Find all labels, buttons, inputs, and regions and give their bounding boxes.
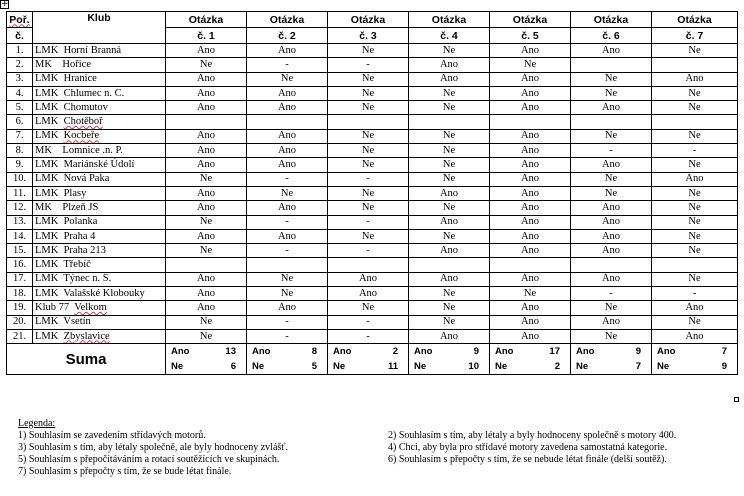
table-row [7, 86, 738, 100]
row-number: 11. [7, 186, 33, 200]
header-question-7-bottom: č. 7 [652, 28, 738, 44]
suma-ano-label: Ano [576, 346, 595, 358]
answer-q4: Ne [409, 86, 490, 100]
answer-q1: Ne [166, 244, 247, 258]
answer-q5: Ano [490, 315, 571, 329]
answer-q6: Ano [571, 215, 652, 229]
answer-q4: Ne [409, 144, 490, 158]
answer-q7: Ne [652, 158, 738, 172]
answer-q1: Ne [166, 215, 247, 229]
table-header [7, 12, 738, 44]
answer-q7 [652, 115, 738, 129]
answer-q3 [328, 115, 409, 129]
answer-q1: Ano [166, 201, 247, 215]
answer-q6: Ano [571, 201, 652, 215]
club-name: LMK Kocbeře [33, 129, 166, 143]
row-number: 17. [7, 272, 33, 286]
answer-q4: Ano [409, 186, 490, 200]
table-row [7, 158, 738, 172]
answer-q2 [247, 258, 328, 272]
table-row [7, 115, 738, 129]
answer-q7 [652, 258, 738, 272]
answer-q1: Ano [166, 186, 247, 200]
header-poradi-bottom: č. [7, 28, 33, 44]
row-number: 6. [7, 115, 33, 129]
club-name: LMK Praha 213 [33, 244, 166, 258]
answer-q2: Ano [247, 86, 328, 100]
answer-q6: Ne [571, 329, 652, 343]
table-row [7, 101, 738, 115]
answer-q2: Ano [247, 129, 328, 143]
answer-q6: Ano [571, 101, 652, 115]
answer-q7: Ne [652, 86, 738, 100]
row-number: 5. [7, 101, 33, 115]
answer-q3: Ne [328, 186, 409, 200]
suma-ne-count: 10 [468, 361, 479, 373]
answer-q5: Ano [490, 72, 571, 86]
row-number: 1. [7, 44, 33, 58]
answer-q3 [328, 258, 409, 272]
answer-q1: Ano [166, 287, 247, 301]
answer-q5: Ano [490, 244, 571, 258]
header-question-6-bottom: č. 6 [571, 28, 652, 44]
answer-q6: - [571, 144, 652, 158]
legend-item-2: 2) Souhlasím s tím, aby létaly a byly hodnoceny společně s motory 400. [388, 430, 677, 441]
answer-q3: Ne [328, 86, 409, 100]
answer-q1: Ano [166, 44, 247, 58]
club-name: LMK Vsetín [33, 315, 166, 329]
answer-q2: - [247, 215, 328, 229]
suma-ano-label: Ano [171, 346, 190, 358]
suma-cell-q7 [652, 344, 738, 375]
suma-label: Suma [7, 344, 166, 375]
answer-q1: Ne [166, 172, 247, 186]
club-name: LMK Hranice [33, 72, 166, 86]
answer-q5: Ano [490, 186, 571, 200]
row-number: 21. [7, 329, 33, 343]
answer-q2: Ano [247, 229, 328, 243]
answer-q4: Ne [409, 315, 490, 329]
answer-q4: Ano [409, 215, 490, 229]
legend-item-4: 4) Chci, aby byla pro střídavé motory zavedena samostatná kategorie. [388, 442, 668, 453]
header-question-2-top: Otázka [247, 12, 328, 28]
answer-q6: Ne [571, 129, 652, 143]
answer-q6 [571, 258, 652, 272]
suma-ano-label: Ano [333, 346, 352, 358]
answer-q7: - [652, 144, 738, 158]
row-number: 3. [7, 72, 33, 86]
answer-q2: - [247, 58, 328, 72]
answer-q2: Ano [247, 301, 328, 315]
club-name: LMK Praha 4 [33, 229, 166, 243]
suma-ne-label: Ne [495, 361, 508, 373]
answer-q3: - [328, 244, 409, 258]
table-row [7, 186, 738, 200]
answer-q7: Ano [652, 172, 738, 186]
suma-cell-q3 [328, 344, 409, 375]
answer-q2: Ne [247, 72, 328, 86]
answer-q6: Ano [571, 229, 652, 243]
table-row [7, 315, 738, 329]
answer-q5 [490, 258, 571, 272]
row-number: 7. [7, 129, 33, 143]
table-move-handle-icon[interactable]: + [1, 0, 9, 9]
answer-q3: Ne [328, 72, 409, 86]
answer-q4: Ne [409, 229, 490, 243]
answer-q3: - [328, 172, 409, 186]
legend-title: Legenda: [18, 418, 56, 429]
answer-q4: Ne [409, 101, 490, 115]
answer-q7: Ne [652, 129, 738, 143]
results-table [6, 11, 738, 375]
suma-ano-count: 8 [311, 346, 317, 358]
table-row [7, 258, 738, 272]
table-row [7, 244, 738, 258]
answer-q6 [571, 58, 652, 72]
table-row [7, 44, 738, 58]
suma-ne-count: 6 [230, 361, 236, 373]
answer-q2: Ne [247, 287, 328, 301]
suma-cell-q4 [409, 344, 490, 375]
answer-q1 [166, 115, 247, 129]
answer-q2 [247, 115, 328, 129]
suma-ano-label: Ano [495, 346, 514, 358]
answer-q5: Ano [490, 272, 571, 286]
answer-q5: Ano [490, 44, 571, 58]
answer-q4: Ne [409, 287, 490, 301]
table-row [7, 201, 738, 215]
header-question-5-top: Otázka [490, 12, 571, 28]
suma-ne-label: Ne [657, 361, 670, 373]
answer-q4: Ne [409, 129, 490, 143]
answer-q4: Ano [409, 272, 490, 286]
club-name: LMK Týnec n. S. [33, 272, 166, 286]
answer-q1: Ano [166, 144, 247, 158]
suma-ano-label: Ano [657, 346, 676, 358]
table-row [7, 287, 738, 301]
table-row [7, 215, 738, 229]
answer-q3: Ne [328, 101, 409, 115]
answer-q3: Ano [328, 287, 409, 301]
suma-ano-count: 7 [721, 346, 727, 358]
row-number: 15. [7, 244, 33, 258]
row-number: 9. [7, 158, 33, 172]
answer-q6: Ne [571, 301, 652, 315]
club-name: LMK Chomutov [33, 101, 166, 115]
answer-q3: Ano [328, 272, 409, 286]
answer-q5: Ano [490, 144, 571, 158]
club-name: LMK Plasy [33, 186, 166, 200]
answer-q1: Ano [166, 72, 247, 86]
suma-ano-count: 9 [473, 346, 479, 358]
header-question-6-top: Otázka [571, 12, 652, 28]
answer-q3: Ne [328, 158, 409, 172]
legend-item-3: 3) Souhlasím s tím, aby létaly společně, ale byly hodnoceny zvlášť. [18, 442, 289, 453]
answer-q2: Ne [247, 272, 328, 286]
answer-q4: Ne [409, 158, 490, 172]
answer-q2: - [247, 329, 328, 343]
answer-q5: Ano [490, 86, 571, 100]
answer-q6: Ano [571, 44, 652, 58]
answer-q7: Ne [652, 244, 738, 258]
header-question-1-bottom: č. 1 [166, 28, 247, 44]
answer-q6: Ano [571, 244, 652, 258]
table-row [7, 144, 738, 158]
answer-q6: Ne [571, 86, 652, 100]
answer-q7: Ne [652, 201, 738, 215]
row-number: 18. [7, 287, 33, 301]
header-club: Klub [33, 12, 166, 44]
answer-q6: Ano [571, 158, 652, 172]
club-name: LMK Valašské Klobouky [33, 287, 166, 301]
answer-q4: Ne [409, 201, 490, 215]
header-question-2-bottom: č. 2 [247, 28, 328, 44]
header-question-7-top: Otázka [652, 12, 738, 28]
header-question-1-top: Otázka [166, 12, 247, 28]
answer-q4: Ne [409, 301, 490, 315]
answer-q5: Ne [490, 58, 571, 72]
suma-ano-count: 13 [225, 346, 236, 358]
club-name: LMK Chlumec n. C. [33, 86, 166, 100]
answer-q4: Ano [409, 244, 490, 258]
club-name: MK Lomnice .n. P. [33, 144, 166, 158]
answer-q2: Ano [247, 201, 328, 215]
answer-q1: Ano [166, 101, 247, 115]
answer-q2: - [247, 172, 328, 186]
club-name: LMK Zbyslavice [33, 329, 166, 343]
club-name: LMK Nová Paka [33, 172, 166, 186]
answer-q2: Ano [247, 101, 328, 115]
club-name: LMK Horní Branná [33, 44, 166, 58]
row-number: 10. [7, 172, 33, 186]
header-question-4-bottom: č. 4 [409, 28, 490, 44]
table-row [7, 329, 738, 343]
club-name: LMK Polanka [33, 215, 166, 229]
answer-q6: - [571, 287, 652, 301]
answer-q1 [166, 258, 247, 272]
answer-q3: - [328, 58, 409, 72]
answer-q4 [409, 258, 490, 272]
answer-q7: Ne [652, 44, 738, 58]
answer-q5: Ano [490, 301, 571, 315]
answer-q7: - [652, 287, 738, 301]
answer-q5: Ano [490, 129, 571, 143]
answer-q2: - [247, 244, 328, 258]
answer-q1: Ano [166, 229, 247, 243]
answer-q6: Ne [571, 72, 652, 86]
table-row [7, 172, 738, 186]
suma-ano-count: 2 [392, 346, 398, 358]
table-body [7, 44, 738, 344]
answer-q3: - [328, 329, 409, 343]
answer-q3: Ne [328, 44, 409, 58]
answer-q4: Ne [409, 44, 490, 58]
answer-q5 [490, 115, 571, 129]
answer-q3: Ne [328, 229, 409, 243]
answer-q7: Ne [652, 229, 738, 243]
suma-cell-q5 [490, 344, 571, 375]
club-name: LMK Třebíč [33, 258, 166, 272]
row-number: 4. [7, 86, 33, 100]
header-question-5-bottom: č. 5 [490, 28, 571, 44]
row-number: 13. [7, 215, 33, 229]
answer-q5: Ano [490, 158, 571, 172]
answer-q4: Ano [409, 58, 490, 72]
answer-q1: Ano [166, 158, 247, 172]
answer-q7: Ne [652, 315, 738, 329]
answer-q5: Ano [490, 329, 571, 343]
answer-q2: Ano [247, 44, 328, 58]
answer-q7: Ano [652, 72, 738, 86]
header-question-3-bottom: č. 3 [328, 28, 409, 44]
answer-q6: Ano [571, 272, 652, 286]
answer-q1: Ano [166, 301, 247, 315]
answer-q1: Ne [166, 329, 247, 343]
row-number: 12. [7, 201, 33, 215]
answer-q4: Ne [409, 172, 490, 186]
answer-q3: Ne [328, 301, 409, 315]
row-number: 8. [7, 144, 33, 158]
answer-q1: Ne [166, 315, 247, 329]
answer-q5: Ano [490, 215, 571, 229]
table-row [7, 229, 738, 243]
club-name: Klub 77 Velkom [33, 301, 166, 315]
header-question-4-top: Otázka [409, 12, 490, 28]
legend-item-1: 1) Souhlasím se zavedením střídavých motorů. [18, 430, 206, 441]
answer-q2: Ne [247, 186, 328, 200]
answer-q3: Ne [328, 129, 409, 143]
answer-q3: - [328, 215, 409, 229]
answer-q6: Ano [571, 315, 652, 329]
suma-ne-label: Ne [333, 361, 346, 373]
legend-item-5: 5) Souhlasím s přepočítáváním a rotací soutěžících ve skupinách. [18, 454, 280, 465]
answer-q5: Ne [490, 287, 571, 301]
answer-q6: Ne [571, 186, 652, 200]
row-number: 2. [7, 58, 33, 72]
answer-q1: Ano [166, 272, 247, 286]
legend-item-6: 6) Souhlasím s přepočty s tím, že se nebude létat finále (delší soutěž). [388, 454, 667, 465]
answer-q5: Ano [490, 229, 571, 243]
answer-q7: Ne [652, 101, 738, 115]
table-row [7, 272, 738, 286]
suma-ne-count: 11 [387, 361, 398, 373]
answer-q7: Ano [652, 329, 738, 343]
answer-q3: Ne [328, 201, 409, 215]
suma-ne-label: Ne [414, 361, 427, 373]
answer-q6: Ne [571, 172, 652, 186]
club-name: MK Plzeň JS [33, 201, 166, 215]
answer-q7: Ne [652, 215, 738, 229]
row-number: 14. [7, 229, 33, 243]
table-row [7, 72, 738, 86]
suma-ano-count: 17 [549, 346, 560, 358]
row-number: 20. [7, 315, 33, 329]
legend-items [18, 430, 738, 478]
suma-cell-q6 [571, 344, 652, 375]
answer-q2: Ano [247, 144, 328, 158]
answer-q7: Ne [652, 272, 738, 286]
answer-q7: Ano [652, 301, 738, 315]
header-question-3-top: Otázka [328, 12, 409, 28]
suma-cell-q1 [166, 344, 247, 375]
answer-q7: Ne [652, 186, 738, 200]
answer-q1: Ano [166, 86, 247, 100]
header-poradi-top: Poř. [7, 12, 33, 28]
answer-q5: Ano [490, 101, 571, 115]
suma-ne-count: 5 [311, 361, 317, 373]
club-name: LMK Mariánské Údolí [33, 158, 166, 172]
row-number: 19. [7, 301, 33, 315]
table-row [7, 58, 738, 72]
suma-ne-label: Ne [576, 361, 589, 373]
suma-cell-q2 [247, 344, 328, 375]
answer-q5: Ano [490, 201, 571, 215]
answer-q3: Ne [328, 144, 409, 158]
table-row [7, 129, 738, 143]
legend [18, 418, 738, 478]
suma-ne-count: 9 [721, 361, 727, 373]
suma-ne-label: Ne [171, 361, 184, 373]
club-name: LMK Chotěboř [33, 115, 166, 129]
table-resize-handle-icon[interactable] [734, 397, 739, 402]
suma-ano-label: Ano [414, 346, 433, 358]
answer-q4 [409, 115, 490, 129]
suma-ne-label: Ne [252, 361, 265, 373]
answer-q4: Ano [409, 72, 490, 86]
suma-ne-count: 2 [554, 361, 560, 373]
answer-q2: - [247, 315, 328, 329]
club-name: MK Hořice [33, 58, 166, 72]
suma-ano-label: Ano [252, 346, 271, 358]
answer-q1: Ne [166, 58, 247, 72]
row-number: 16. [7, 258, 33, 272]
suma-ano-count: 9 [635, 346, 641, 358]
table-row [7, 301, 738, 315]
answer-q5: Ano [490, 172, 571, 186]
legend-item-7: 7) Souhlasím s přepočty s tím, že se bude létat finále. [18, 466, 232, 477]
suma-row [7, 344, 738, 375]
answer-q1: Ano [166, 129, 247, 143]
answer-q3: - [328, 315, 409, 329]
answer-q7 [652, 58, 738, 72]
answer-q4: Ano [409, 329, 490, 343]
answer-q2: Ano [247, 158, 328, 172]
suma-ne-count: 7 [635, 361, 641, 373]
answer-q6 [571, 115, 652, 129]
